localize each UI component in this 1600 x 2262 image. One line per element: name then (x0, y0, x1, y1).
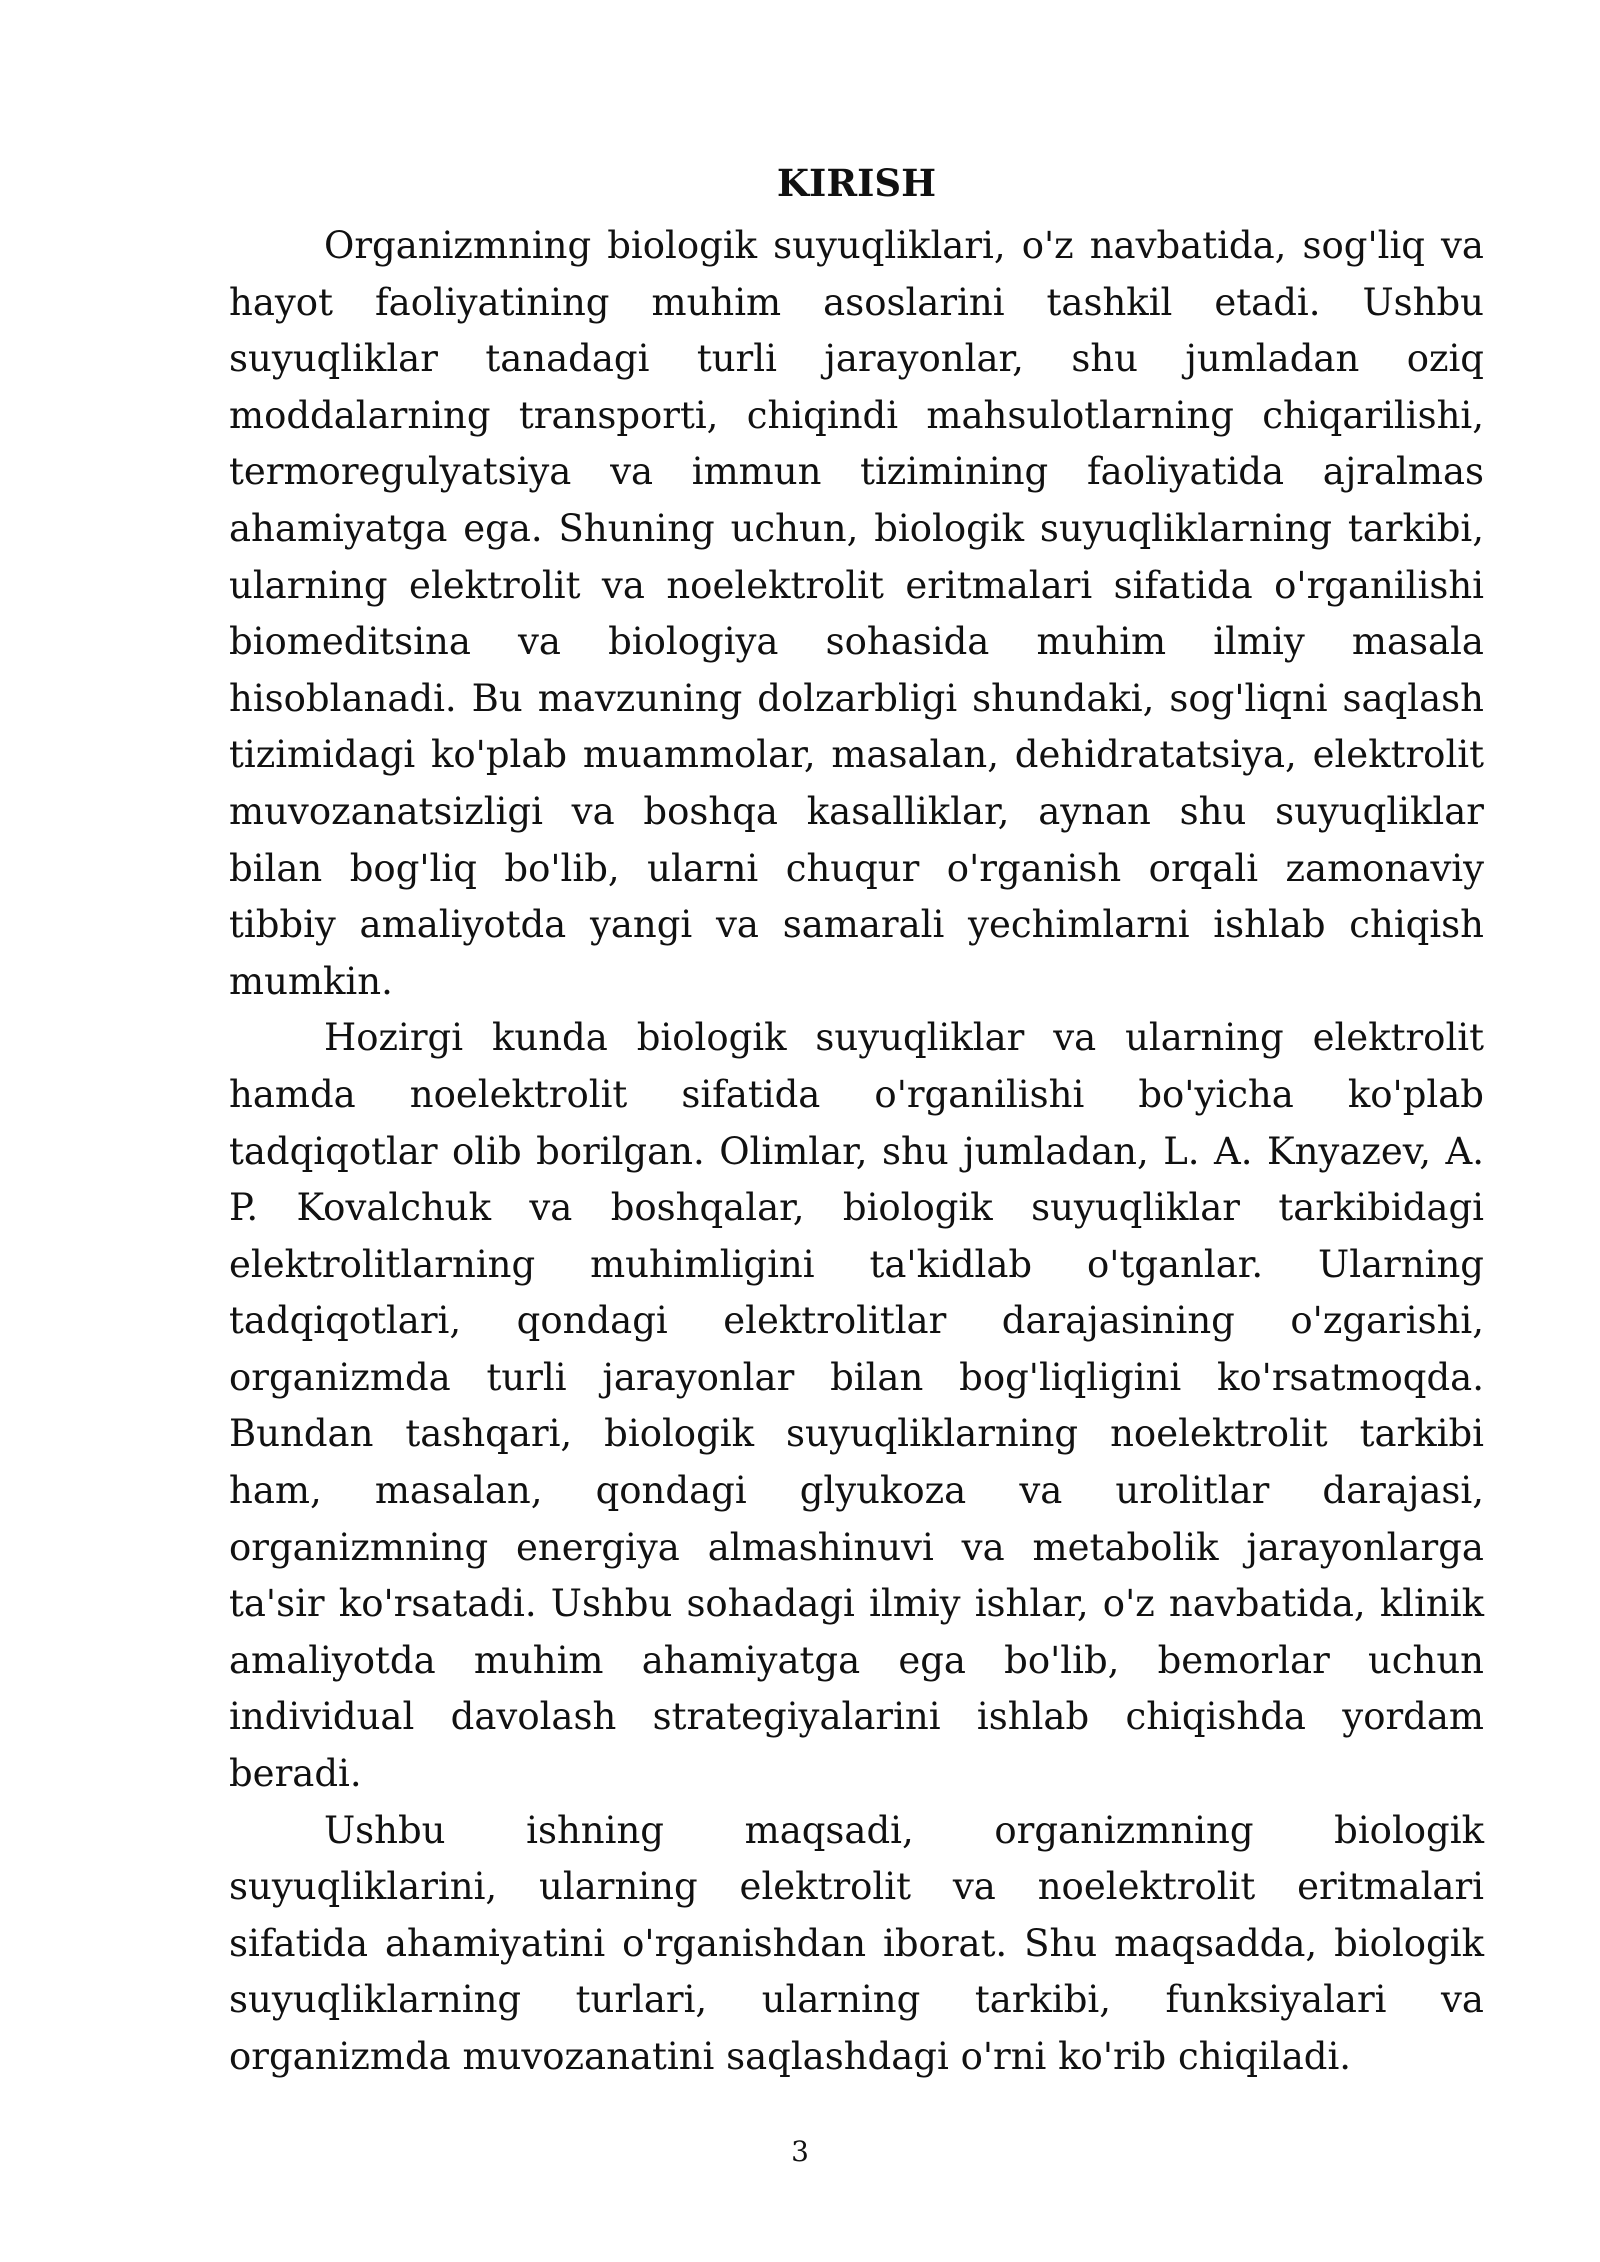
page-number: 3 (791, 2135, 809, 2168)
paragraph-intro: Organizmning biologik suyuqliklari, o'z navbatida, sog'liq va hayot faoliyatining muhim asoslarini tashkil etadi. Ushbu suyuqliklar tanadagi turli jarayonlar, shu jumladan oziq moddalarning transporti, chiqindi mahsulotlarning chiqarilishi, termoregulyatsiya va immun tizimining faoliyatida ajralmas ahamiyatga ega. Shuning uchun, biologik suyuqliklarning tarkibi, ularning elektrolit va noelektrolit eritmalari sifatida o'rganilishi biomeditsina va biologiya sohasida muhim ilmiy masala hisoblanadi. Bu mavzuning dolzarbligi shundaki, sog'liqni saqlash tizimidagi ko'plab muammolar, masalan, dehidratatsiya, elektrolit muvozanatsizligi va boshqa kasalliklar, aynan shu suyuqliklar bilan bog'liq bo'lib, ularni chuqur o'rganish orqali zamonaviy tibbiy amaliyotda yangi va samarali yechimlarni ishlab chiqish mumkin. (229, 224, 1484, 1003)
paragraph-aim: Ushbu ishning maqsadi, organizmning biologik suyuqliklarini, ularning elektrolit va noelektrolit eritmalari sifatida ahamiyatini o'rganishdan iborat. Shu maqsadda, biologik suyuqliklarning turlari, ularning tarkibi, funksiyalari va organizmda muvozanatini saqlashdagi o'rni ko'rib chiqiladi. (229, 1808, 1484, 2078)
paragraph-research-review: Hozirgi kunda biologik suyuqliklar va ularning elektrolit hamda noelektrolit sifatida o'rganilishi bo'yicha ko'plab tadqiqotlar olib borilgan. Olimlar, shu jumladan, L. A. Knyazev, A. P. Kovalchuk va boshqalar, biologik suyuqliklar tarkibidagi elektrolitlarning muhimligini ta'kidlab o'tganlar. Ularning tadqiqotlari, qondagi elektrolitlar darajasining o'zgarishi, organizmda turli jarayonlar bilan bog'liqligini ko'rsatmoqda. Bundan tashqari, biologik suyuqliklarning noelektrolit tarkibi ham, masalan, qondagi glyukoza va urolitlar darajasi, organizmning energiya almashinuvi va metabolik jarayonlarga ta'sir ko'rsatadi. Ushbu sohadagi ilmiy ishlar, o'z navbatida, klinik amaliyotda muhim ahamiyatga ega bo'lib, bemorlar uchun individual davolash strategiyalarini ishlab chiqishda yordam beradi. (229, 1016, 1484, 1796)
document-page (229, 150, 1484, 2086)
section-title: KIRISH (776, 161, 937, 205)
